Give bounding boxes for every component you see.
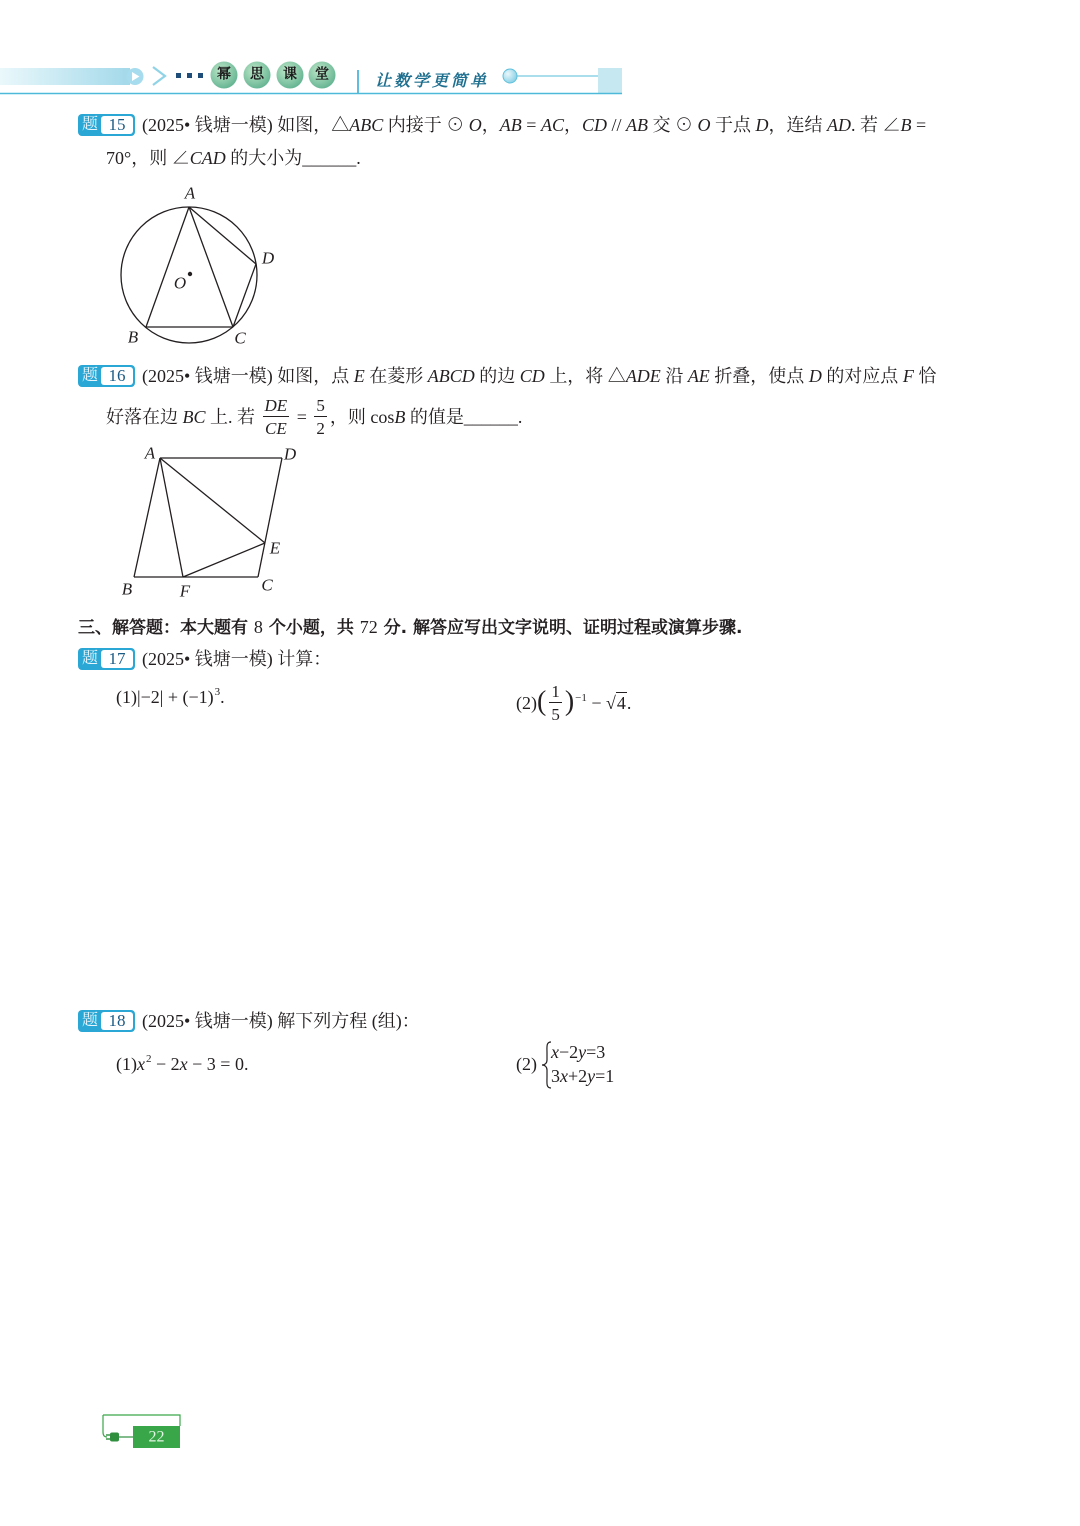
page-footer [95, 1405, 190, 1455]
section-heading-text-1: 8 [253, 617, 263, 637]
problem-16-line-2-numerator: 5 [316, 396, 325, 415]
problem-15-line-1-math-15: D [755, 115, 769, 135]
problem-17-part-2-text-5: − √ [586, 693, 616, 714]
point-label-c: C [261, 575, 273, 595]
problem-18-equation-1-math-0: x [551, 1042, 559, 1062]
problem-15-line-2-text-2: 的大小为______. [225, 148, 361, 168]
problem-16-line-1-math-1: E [353, 366, 365, 386]
problem-18-part-1-sup-2: 2 [146, 1053, 152, 1065]
problem-17-badge [78, 648, 135, 670]
problem-17-part-1-text-2: . [220, 687, 225, 707]
problem-17-part-2-text-7: . [626, 693, 632, 714]
problem-16-line-1-math-13: F [902, 366, 914, 386]
problem-badge-tag: 题 [81, 650, 98, 667]
problem-18-equation-2-math-1: x [560, 1066, 568, 1086]
problem-16-line-2-text-0: 好落在边 [106, 407, 183, 428]
brand-badges [211, 62, 336, 89]
problem-16-line-1 [142, 364, 936, 388]
segment-ae [160, 458, 265, 543]
problem-16-line-1-text-10: 折叠，使点 [709, 366, 809, 386]
problem-16-line-1-math-7: ADE [625, 366, 661, 386]
problem-16-line-2-text-6: ，则 cos [329, 407, 395, 428]
problem-number: 15 [101, 116, 133, 134]
problem-15-badge [78, 114, 135, 136]
problem-17-part-1 [116, 685, 225, 709]
header-ribbon [0, 68, 130, 85]
problem-17-part-2-numerator: 1 [551, 682, 560, 701]
point-label-a: A [144, 443, 156, 463]
problem-15-line-1-math-17: AD [827, 115, 851, 135]
problem-15-line-1-math-3: O [468, 115, 482, 135]
problem-17-part-1-sup-1: 3 [214, 686, 221, 698]
problem-15-line-1-text-10: // [606, 115, 626, 135]
problem-16-badge [78, 365, 135, 387]
segment-dc [258, 458, 282, 577]
problem-17-part-2-denominator: 5 [551, 705, 560, 724]
problem-16-line-1-text-14: 恰 [913, 366, 937, 386]
problem-15-line-1-text-16: ，连结 [768, 115, 827, 135]
brace-path [542, 1042, 551, 1088]
problem-16-figure [110, 440, 310, 600]
dot [176, 73, 181, 78]
problem-15-line-1-text-20: = [911, 115, 927, 135]
problem-15-line-2 [106, 146, 361, 170]
problem-18-prompt [142, 1009, 420, 1033]
problem-17-part-2-rad-6: 4 [616, 693, 626, 714]
problem-16-line-2-text-2: 上. 若 [205, 407, 260, 428]
problem-15-line-1-text-8: ， [563, 115, 582, 135]
problem-18-part-1-text-3: − 2 [151, 1054, 180, 1074]
problem-15-line-1-text-0: (2025• 钱塘一模) 如图，△ [142, 115, 350, 135]
problem-number: 16 [101, 367, 133, 385]
section-heading-b-4: 分. 解答应写出文字说明、证明过程或演算步骤. [377, 618, 743, 638]
problem-17-part-2-sup-4: −1 [575, 692, 587, 705]
problem-15-figure [100, 180, 300, 350]
section-heading-b-2: 个小题，共 [262, 618, 360, 638]
problem-number: 18 [101, 1012, 133, 1030]
problem-number: 17 [101, 650, 133, 668]
brand-badge-char: 思 [250, 67, 264, 83]
point-label-d: D [261, 248, 275, 268]
problem-18-equation-2-math-3: y [587, 1066, 596, 1086]
point-label-b: B [121, 579, 133, 599]
chevron-right-icon [153, 67, 165, 85]
page-number: 22 [148, 1428, 165, 1446]
problem-18-part-1-text-5: − 3 = 0. [187, 1054, 249, 1074]
problem-17-part-2-text-0: (2) [516, 693, 537, 714]
point-label-b: B [127, 327, 139, 347]
header-end-block [598, 68, 622, 93]
problem-18-equation-1 [551, 1040, 605, 1064]
point-label-a: A [184, 183, 196, 203]
plug-icon [106, 1433, 133, 1442]
dots-icon [176, 73, 203, 78]
problem-badge-tag: 题 [81, 367, 98, 384]
problem-15-line-1-text-2: 内接于 ⊙ [383, 115, 469, 135]
problem-15-line-1-text-18: . 若 ∠ [851, 115, 901, 135]
problem-18-equation-2-text-2: +2 [568, 1066, 588, 1086]
problem-15-line-1-math-9: CD [581, 115, 607, 135]
problem-15-line-1-text-6: = [521, 115, 541, 135]
problem-16-line-1-text-12: 的对应点 [821, 366, 903, 386]
segment-cd [233, 264, 256, 327]
problem-16-line-2-text-4: = [292, 407, 312, 428]
dot [198, 73, 203, 78]
problem-16-line-2-fraction-5 [314, 397, 327, 437]
center-point-o [188, 272, 192, 276]
problem-15-line-1-text-4: ， [481, 115, 500, 135]
problem-16-line-2-denominator: CE [264, 419, 287, 438]
dot [187, 73, 192, 78]
point-label-c: C [234, 328, 246, 348]
problem-16-line-1-math-9: AE [687, 366, 710, 386]
problem-badge-tag: 题 [81, 116, 98, 133]
problem-15-line-2-math-1: CAD [189, 148, 226, 168]
problem-18-part-1-math-4: x [179, 1054, 188, 1074]
problem-17-prompt-text-0: (2025• 钱塘一模) 计算： [142, 649, 332, 669]
problem-16-line-2-numerator: DE [264, 396, 288, 415]
brand-badge-char: 堂 [315, 67, 329, 83]
problem-15-line-1-math-1: ABC [349, 115, 384, 135]
problem-17-part-2 [516, 682, 632, 724]
problem-18-equation-2-text-0: 3 [551, 1066, 560, 1086]
problem-15-line-1 [142, 113, 926, 137]
point-label-e: E [269, 538, 281, 558]
problem-16-line-2-text-8: 的值是______. [405, 407, 523, 428]
problem-18-prompt-text-0: (2025• 钱塘一模) 解下列方程 (组)： [142, 1011, 420, 1031]
problem-16-line-1-text-6: 上，将 △ [544, 366, 626, 386]
brand-badge-char: 幂 [217, 67, 231, 83]
problem-15-line-2-text-0: 70°，则 ∠ [106, 148, 190, 168]
problem-16-line-2-denominator: 2 [316, 419, 325, 438]
problem-16-line-1-math-11: D [808, 366, 822, 386]
section-heading-text-3: 72 [359, 617, 378, 637]
problem-17-part-1-text-0: (1)|−2| + (−1) [116, 687, 214, 707]
problem-16-line-2-fraction-3 [263, 397, 290, 437]
problem-15-line-1-text-12: 交 ⊙ [648, 115, 698, 135]
problem-16-line-2-math-1: BC [182, 407, 206, 428]
problem-18-part-1 [116, 1052, 248, 1076]
problem-16-line-1-text-2: 在菱形 [364, 366, 428, 386]
problem-badge-tag: 题 [81, 1012, 98, 1029]
point-label-d: D [283, 444, 297, 464]
problem-17-part-2-bigp-1: ( [537, 686, 547, 717]
point-label-f: F [179, 581, 191, 601]
part-label: (2) [516, 1054, 537, 1074]
problem-15-line-1-math-19: B [900, 115, 912, 135]
problem-15-line-1-text-14: 于点 [710, 115, 756, 135]
problem-16-line-2 [106, 396, 523, 438]
problem-16-line-1-text-4: 的边 [474, 366, 520, 386]
section-heading [78, 615, 743, 639]
segment-ba [134, 458, 160, 577]
problem-17-part-2-fraction-2 [549, 683, 562, 723]
problem-17-part-2-bigp-3: ) [564, 686, 575, 717]
problem-18-badge [78, 1010, 135, 1032]
problem-16-line-2-math-7: B [394, 407, 406, 428]
problem-17-prompt [142, 647, 331, 671]
problem-18-part-1-text-0: (1) [116, 1054, 137, 1074]
problem-18-part-2-label [516, 1052, 537, 1076]
segment-af [160, 458, 183, 577]
problem-18-part-1-math-1: x [137, 1054, 145, 1074]
problem-18-equation-1-text-3: =3 [586, 1042, 606, 1062]
plug-body [110, 1433, 119, 1442]
problem-16-line-1-math-5: CD [519, 366, 545, 386]
problem-18-equation-1-math-2: y [578, 1042, 587, 1062]
header-bullet [503, 69, 517, 83]
problem-16-line-1-text-8: 沿 [660, 366, 688, 386]
section-heading-b-0: 三、解答题：本大题有 [78, 618, 254, 638]
problem-16-line-1-text-0: (2025• 钱塘一模) 如图，点 [142, 366, 354, 386]
point-label-o: O [173, 273, 187, 293]
problem-18-equation-1-text-1: −2 [559, 1042, 579, 1062]
problem-18-equation-2 [551, 1064, 614, 1088]
header-slogan: 让数学更简单 [375, 73, 490, 90]
problem-15-line-1-math-5: AB [499, 115, 522, 135]
problem-15-line-1-math-13: O [697, 115, 711, 135]
problem-15-line-1-math-7: AC [540, 115, 564, 135]
brand-badge-char: 课 [283, 67, 297, 83]
segment-ab [146, 207, 189, 327]
problem-15-line-1-math-11: AB [626, 115, 648, 135]
problem-16-line-1-math-3: ABCD [427, 366, 475, 386]
problem-18-equation-2-text-4: =1 [595, 1066, 615, 1086]
page-header [0, 58, 630, 98]
segment-fe [183, 543, 265, 577]
